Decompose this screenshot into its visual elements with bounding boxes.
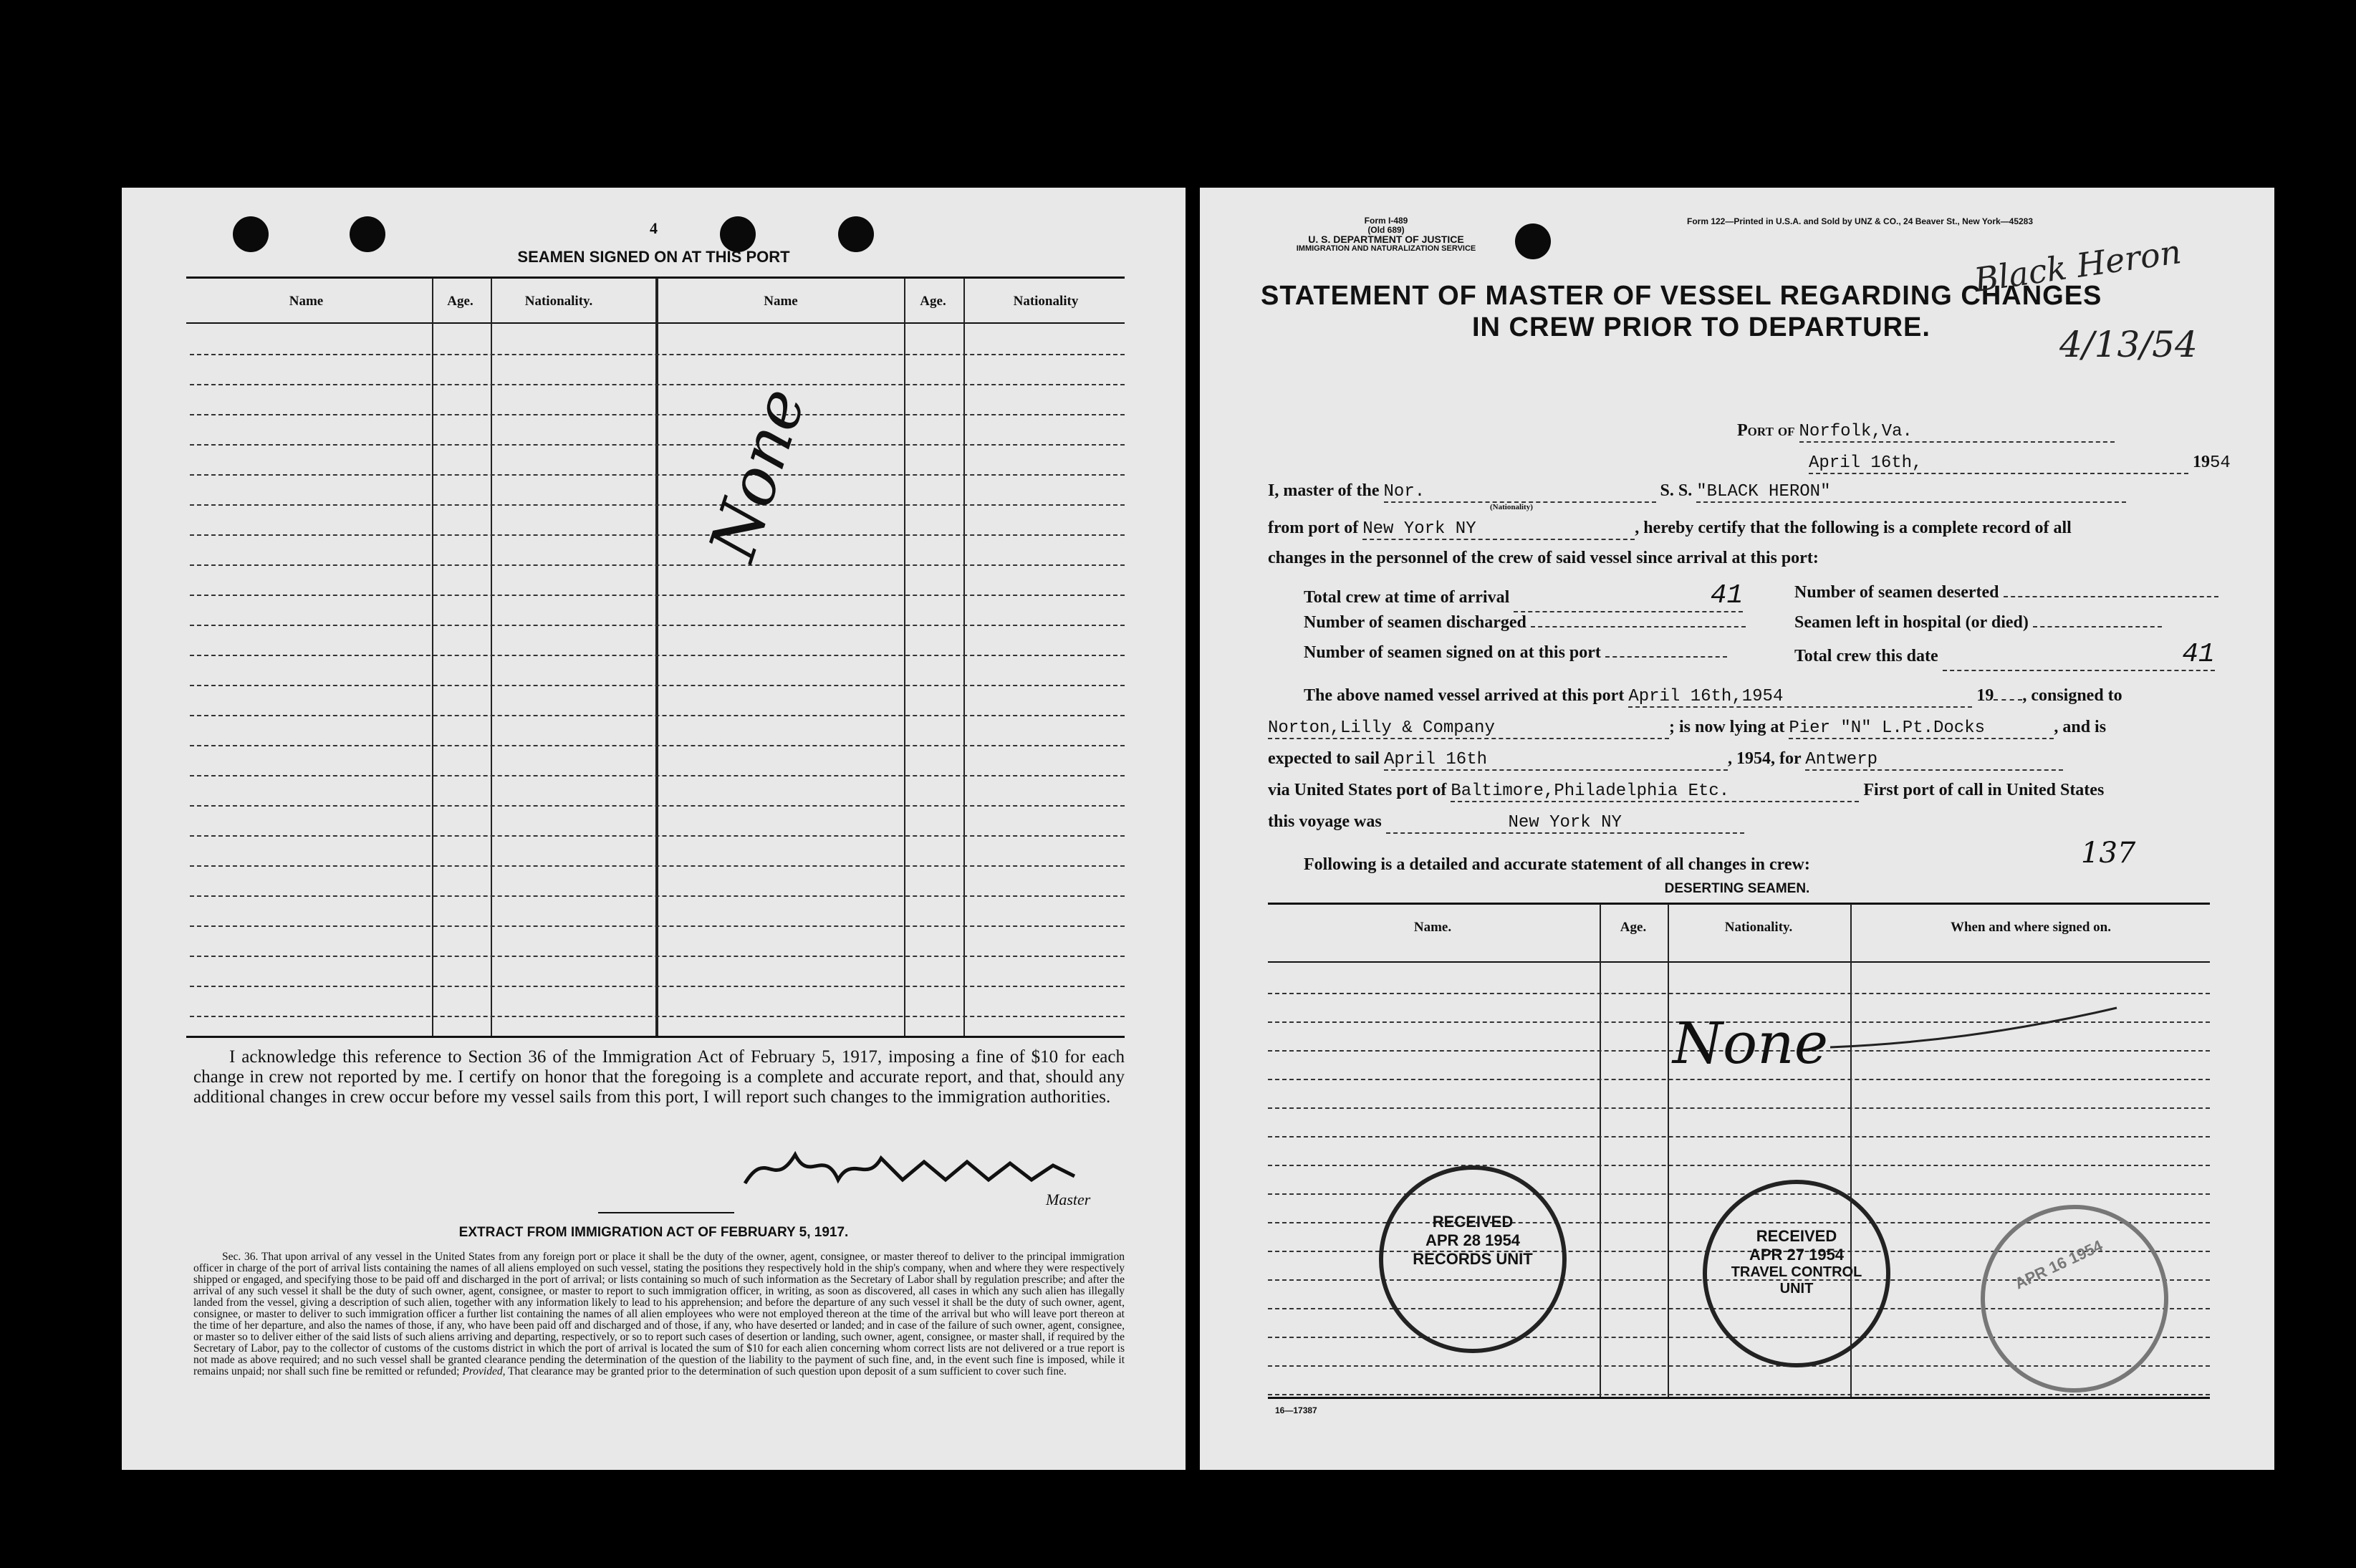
col-divider xyxy=(432,278,433,1036)
following-number: 137 xyxy=(2081,837,2136,870)
table-row-line xyxy=(1268,1165,2210,1166)
extract-end: That clearance may be granted prior to the determination of such question upon deposit of a sum sufficient to cover such fine. xyxy=(508,1365,1067,1377)
following-text: Following is a detailed and accurate statement of all changes in crew: xyxy=(1304,855,1810,874)
form-title-line1: STATEMENT OF MASTER OF VESSEL REGARDING CHANGES xyxy=(1261,281,2102,311)
discharged-label: Number of seamen discharged xyxy=(1304,613,1526,632)
handwritten-none: None xyxy=(695,379,821,569)
master-label: I, master of the xyxy=(1268,481,1380,500)
footer-code: 16—17387 xyxy=(1275,1405,1317,1415)
table-row-line xyxy=(190,595,1125,596)
deserting-header-rule xyxy=(1268,961,2210,963)
table-row-line xyxy=(1268,1107,2210,1109)
table-row-line xyxy=(1268,993,2210,994)
table-row-line xyxy=(190,444,1125,446)
deserted-row xyxy=(1794,583,2218,602)
first-port-label: First port of call in United States xyxy=(1863,781,2105,799)
table-row-line xyxy=(190,715,1125,716)
total-arrival-value: 41 xyxy=(1514,580,1743,612)
table-row-line xyxy=(190,745,1125,746)
col-divider xyxy=(1600,904,1601,1397)
col-header-age: Age. xyxy=(447,294,473,309)
from-port-label: from port of xyxy=(1268,519,1359,537)
table-row-line xyxy=(190,775,1125,776)
destination-value: Antwerp xyxy=(1805,750,2063,771)
arrived-year-value xyxy=(1994,699,2022,701)
via-label: via United States port of xyxy=(1268,781,1447,799)
col-header-name: Name xyxy=(289,294,324,309)
col-header-age: Age. xyxy=(1620,920,1647,935)
faded-stamp: APR 16 1954 xyxy=(1950,1174,2199,1423)
table-row-line xyxy=(190,956,1125,957)
discharged-row xyxy=(1304,613,1746,633)
table-row-line xyxy=(190,414,1125,415)
master-signature xyxy=(738,1140,1082,1198)
department: U. S. DEPARTMENT OF JUSTICE xyxy=(1308,234,1464,245)
table-row-line xyxy=(190,925,1125,927)
extract-provided: Provided, xyxy=(462,1365,506,1377)
arrived-value: April 16th,1954 xyxy=(1628,687,1972,708)
table-row-line xyxy=(190,655,1125,656)
table-row-line xyxy=(190,474,1125,476)
received-stamp: RECEIVED APR 27 1954 TRAVEL CONTROL UNIT xyxy=(1703,1180,1890,1367)
received-stamp: RECEIVED APR 28 1954 RECORDS UNIT xyxy=(1379,1165,1567,1353)
table-row-line xyxy=(190,865,1125,867)
voyage-label: this voyage was xyxy=(1268,812,1382,831)
arrived-year: 19 xyxy=(1976,686,1994,705)
table-row-line xyxy=(190,384,1125,385)
service: IMMIGRATION AND NATURALIZATION SERVICE xyxy=(1296,244,1476,253)
signed-on-value xyxy=(1605,656,1727,658)
col-header-nationality-2: Nationality xyxy=(1013,294,1079,309)
table-row-line xyxy=(190,564,1125,566)
changes-text: changes in the personnel of the crew of said vessel since arrival at this port: xyxy=(1268,549,1819,567)
handwritten-date: 4/13/54 xyxy=(2059,324,2198,365)
table-row-line xyxy=(190,534,1125,536)
sail-row xyxy=(1268,749,2271,771)
table-row-line xyxy=(1268,1079,2210,1080)
date-row xyxy=(1809,453,2242,474)
sail-value: April 16th xyxy=(1384,750,1728,771)
hospital-value xyxy=(2033,626,2162,627)
ship-name: "BLACK HERON" xyxy=(1696,482,2126,503)
col-divider xyxy=(655,278,658,1036)
extract-text: That upon arrival of any vessel in the United States from any foreign port or place it shall be the duty of the owner, agent, consignee, or master thereof to deliver to the principal immigration officer in charge of the port of arrival lists containing the names of all aliens employed on such vessel, stating the positions they respectively hold in the ship's company, when and where they were respectively shipped or engaged, and specifying those to be paid off and discharged in the port of arrival; or lists containing so much of such information as the Secretary of Labor shall by regulation prescribe; and after the arrival of any such vessel it shall be the duty of such owner, agent, consignee, or master to report to such immigration officer, in writing, as soon as discovered, all cases in which any such alien has illegally landed from the vessel, giving a description of such alien, together with any information likely to lead to his apprehension; and before the departure of any such vessel it shall be the duty of such owner, agent, consignee, or master to deliver to such immigration officer a further list containing the names of all alien employees who were not employed thereon at the time of the arrival but who will leave port thereon at the time of her departure, and also the names of those, if any, who have been paid off and discharged and of those, if any, who have deserted or landed; and in case of the failure of such owner, agent, consignee, or master so to deliver either of the said lists of such aliens arriving and departing, respectively, or so to report such cases of desertion or landing, such owner, agent, consignee, or master shall, if required by the Secretary of Labor, pay to the collector of customs of the customs district in which the port of arrival is located the sum of $10 for each alien concerning whom correct lists are not delivered or a true report is not made as above required; and no such vessel shall be granted clearance pending the determination of the question of the liability to the payment of such fine, and, in the event such fine is imposed, while it remains unpaid; nor shall such fine be remitted or refunded; xyxy=(193,1251,1125,1377)
strike-line xyxy=(1830,1004,2131,1062)
deserted-value xyxy=(2004,596,2218,597)
table-row-line xyxy=(190,805,1125,807)
deserting-table-top xyxy=(1268,903,2210,905)
arrived-row xyxy=(1304,686,2278,708)
consigned-label: , consigned to xyxy=(2022,686,2122,705)
via-value: Baltimore,Philadelphia Etc. xyxy=(1451,781,1859,802)
form-number: Form I-489 xyxy=(1364,216,1408,226)
discharged-value xyxy=(1531,626,1746,627)
handwritten-vessel-name: Black Heron xyxy=(1971,232,2184,299)
form-header xyxy=(1279,216,1494,254)
table-row-line xyxy=(1268,1136,2210,1137)
table-row-line xyxy=(190,685,1125,686)
handwritten-none: None xyxy=(1673,1010,1829,1077)
total-date-value: 41 xyxy=(1943,639,2215,671)
master-label: Master xyxy=(1046,1191,1091,1208)
col-header-name: Name. xyxy=(1413,920,1452,935)
pier-value: Pier "N" L.Pt.Docks xyxy=(1789,718,2054,739)
hospital-label: Seamen left in hospital (or died) xyxy=(1794,613,2029,632)
total-date-row xyxy=(1794,639,2215,671)
deserting-title: DESERTING SEAMEN. xyxy=(1664,881,1810,896)
col-header-nationality: Nationality. xyxy=(524,294,593,309)
col-header-nationality: Nationality. xyxy=(1724,920,1793,935)
left-page xyxy=(122,188,1186,1470)
table-row-line xyxy=(190,625,1125,626)
year-prefix: 19 xyxy=(2193,453,2210,471)
ss-label: S. S. xyxy=(1660,481,1693,500)
lying-label: ; is now lying at xyxy=(1669,718,1785,736)
certify-text: , hereby certify that the following is a complete record of all xyxy=(1635,519,2072,537)
col-divider xyxy=(963,278,965,1036)
col-header-name-2: Name xyxy=(764,294,798,309)
table-bottom-rule xyxy=(186,1036,1125,1038)
page-number: 4 xyxy=(650,219,658,237)
arrived-label: The above named vessel arrived at this port xyxy=(1304,686,1625,705)
total-arrival-label: Total crew at time of arrival xyxy=(1304,588,1510,607)
signed-on-label: Number of seamen signed on at this port xyxy=(1304,643,1601,662)
table-row-line xyxy=(190,895,1125,897)
nationality-value: Nor. xyxy=(1384,482,1656,503)
via-row xyxy=(1268,781,2278,802)
signed-on-row xyxy=(1304,643,1727,663)
from-port-value: New York NY xyxy=(1362,519,1635,540)
voyage-value: New York NY xyxy=(1386,813,1744,834)
for-label: , for xyxy=(1770,749,1802,768)
printer-line: Form 122—Printed in U.S.A. and Sold by UNZ & CO., 24 Beaver St., New York—45283 xyxy=(1687,216,2034,226)
acknowledgment-text: I acknowledge this reference to Section 36 of the Immigration Act of February 5, 1917, imposing a fine of $10 for each change in crew not reported by me. I certify on honor that the foregoing is a complete and accurate report, and that, should any additional changes in crew occur before my vessel sails from this port, I will report such changes to the immigration authorities. xyxy=(193,1047,1125,1107)
hospital-row xyxy=(1794,613,2162,633)
form-old: (Old 689) xyxy=(1367,225,1405,235)
punch-hole xyxy=(1515,223,1551,259)
total-date-label: Total crew this date xyxy=(1794,647,1938,665)
extract-rule xyxy=(598,1212,734,1213)
col-header-when-where: When and where signed on. xyxy=(1950,920,2111,935)
col-header-age-2: Age. xyxy=(920,294,946,309)
year-value: 54 xyxy=(2210,453,2231,473)
deserted-label: Number of seamen deserted xyxy=(1794,583,1999,602)
total-arrival-row xyxy=(1304,580,1743,612)
nationality-caption: (Nationality) xyxy=(1490,503,1533,511)
form-title-line2: IN CREW PRIOR TO DEPARTURE. xyxy=(1472,312,1931,342)
consignee-value: Norton,Lilly & Company xyxy=(1268,718,1669,739)
section-title: SEAMEN SIGNED ON AT THIS PORT xyxy=(517,248,790,266)
voyage-row xyxy=(1268,812,1744,834)
col-divider xyxy=(904,278,905,1036)
date-value: April 16th, xyxy=(1809,453,2188,474)
port-value: Norfolk,Va. xyxy=(1799,422,2115,443)
col-divider xyxy=(1668,904,1669,1397)
consignee-row xyxy=(1268,718,2271,739)
port-row xyxy=(1737,421,2115,443)
sail-year: , 1954 xyxy=(1727,749,1771,768)
port-label: Port of xyxy=(1737,421,1795,440)
extract-lead: Sec. 36. xyxy=(222,1251,259,1263)
expected-tail: , and is xyxy=(2054,718,2107,736)
table-row-line xyxy=(190,835,1125,837)
table-row-line xyxy=(190,1016,1125,1017)
table-row-line xyxy=(190,504,1125,506)
from-port-row xyxy=(1268,519,2271,540)
table-row-line xyxy=(1268,1394,2210,1395)
col-divider xyxy=(491,278,492,1036)
table-row-line xyxy=(190,986,1125,987)
deserting-table-bottom xyxy=(1268,1397,2210,1399)
extract-body xyxy=(193,1251,1125,1377)
table-row-line xyxy=(190,354,1125,355)
extract-title: EXTRACT FROM IMMIGRATION ACT OF FEBRUARY 5, 1917. xyxy=(458,1225,849,1240)
sail-label: expected to sail xyxy=(1268,749,1380,768)
right-page xyxy=(1200,188,2274,1470)
master-row xyxy=(1268,481,2271,503)
